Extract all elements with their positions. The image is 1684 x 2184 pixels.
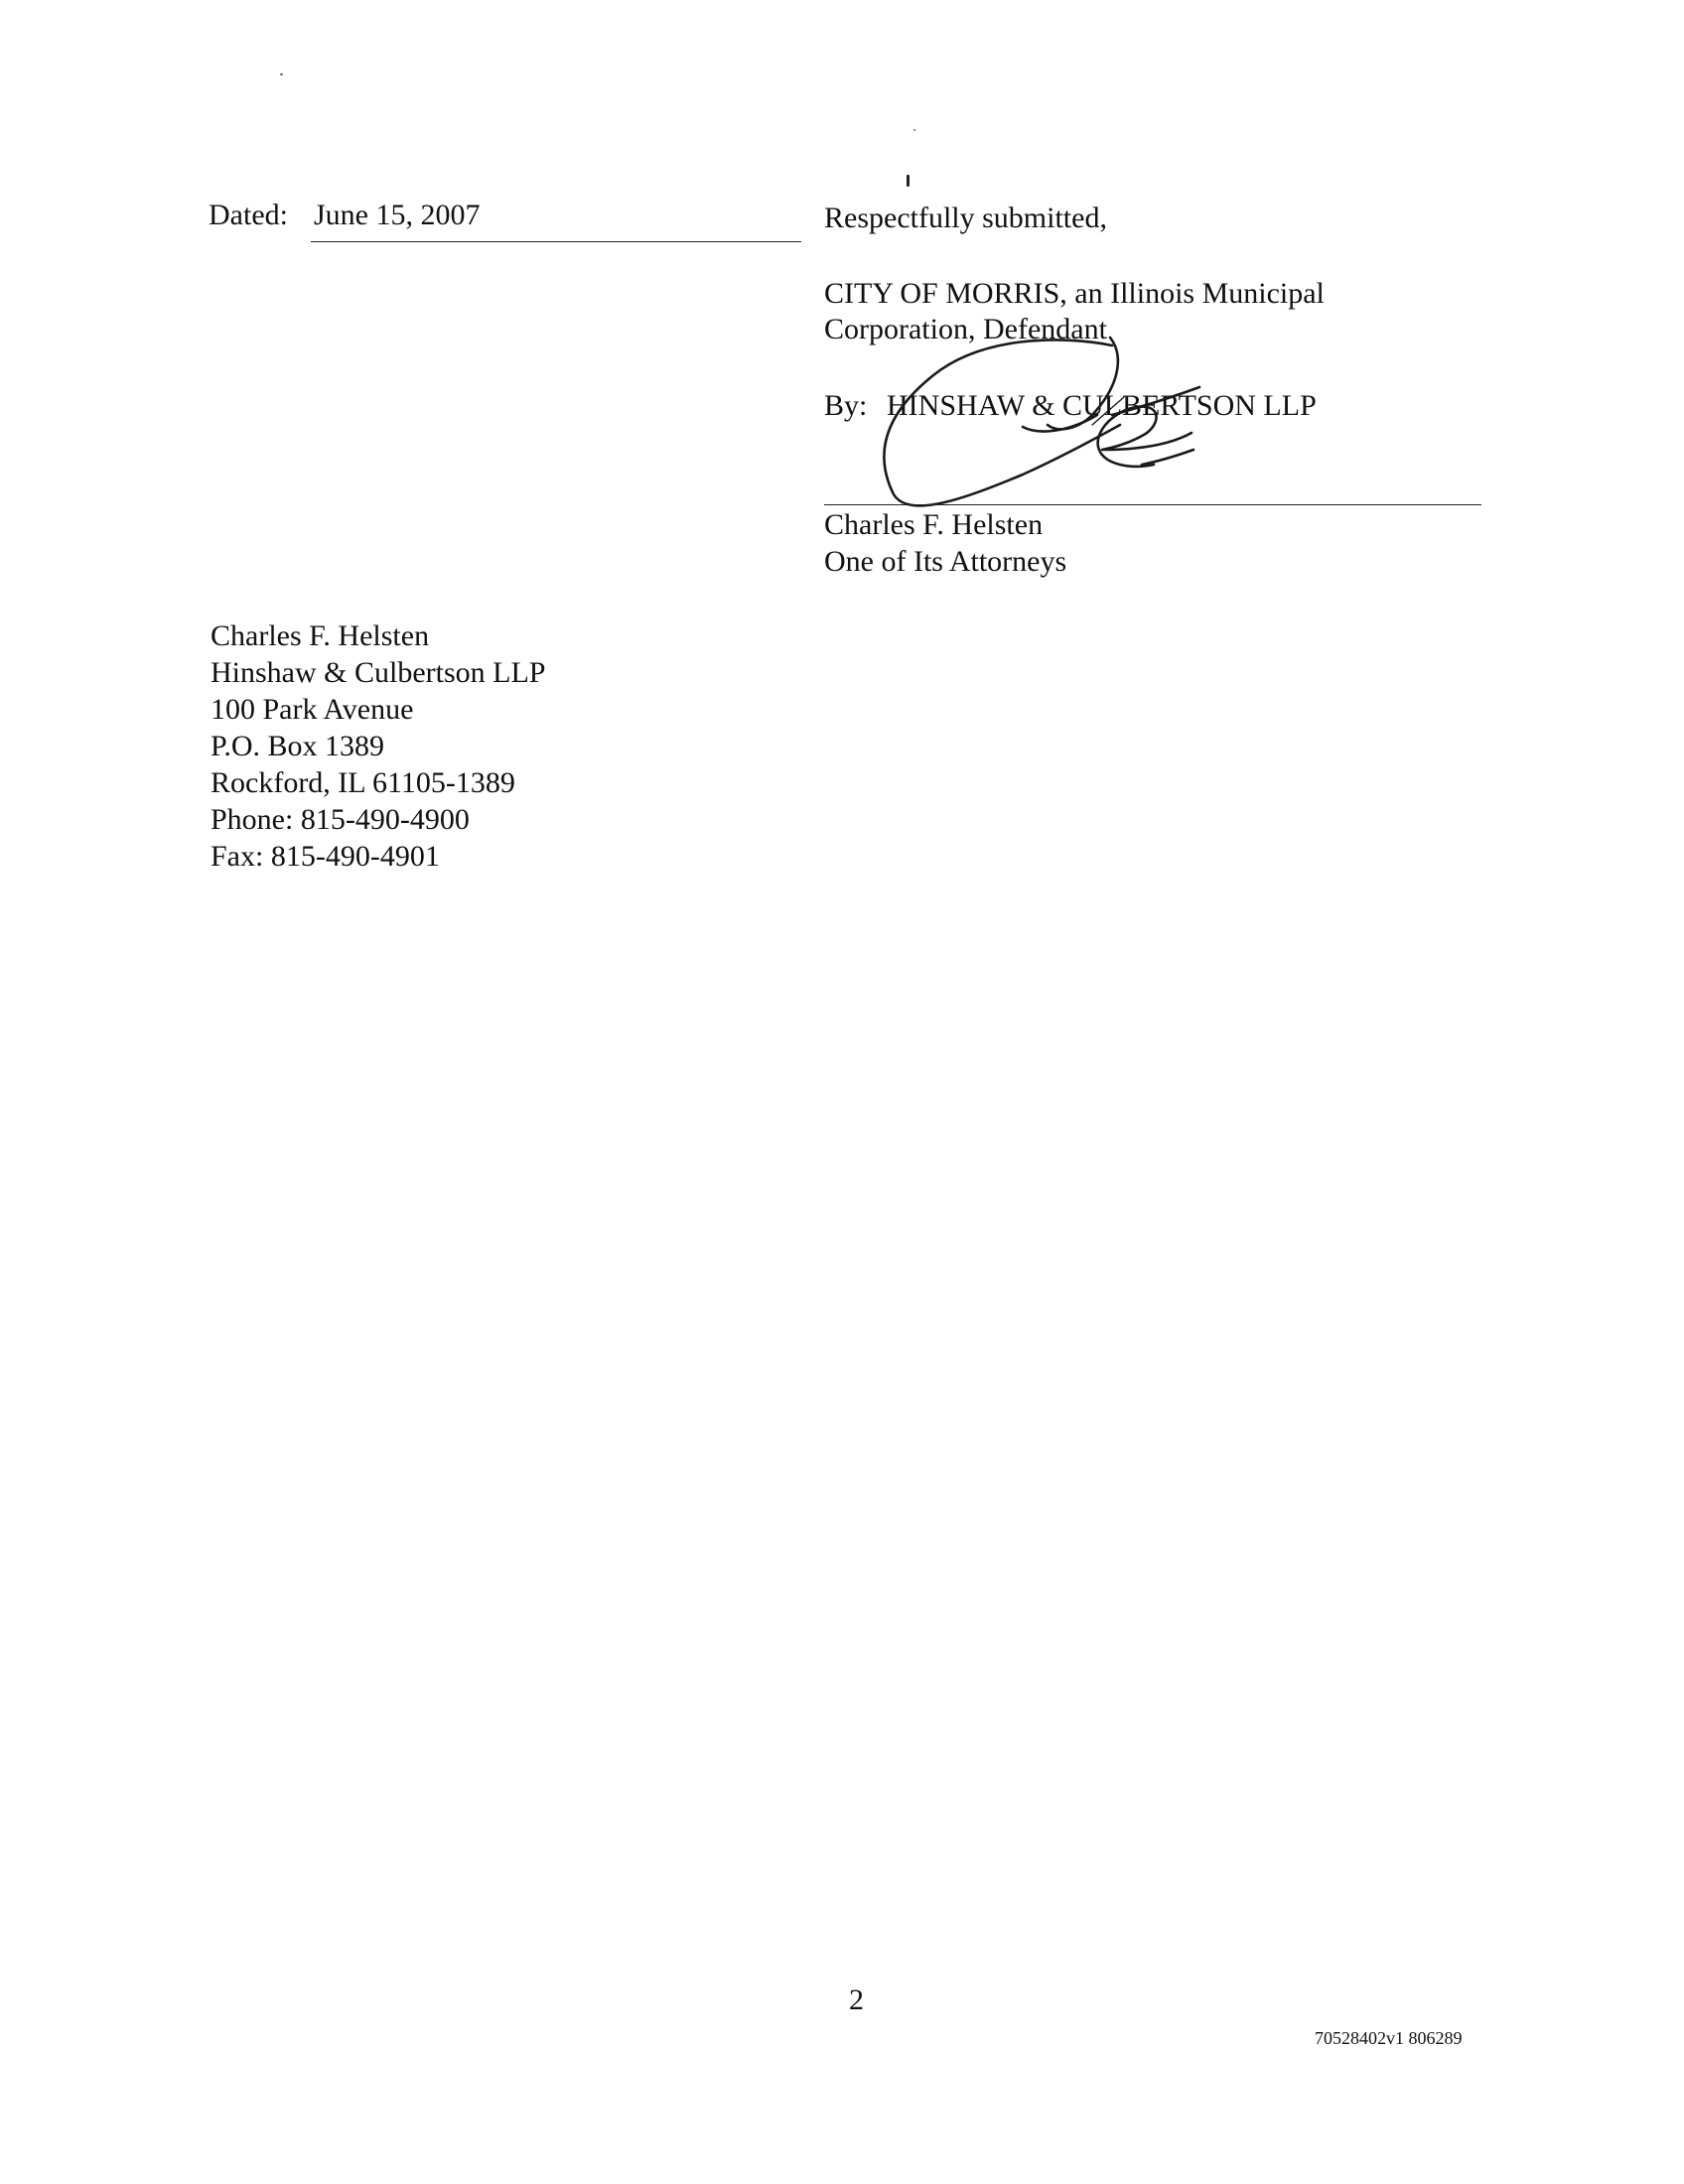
- contact-phone: Phone: 815-490-4900: [210, 803, 470, 836]
- signer-name: Charles F. Helsten: [824, 508, 1044, 541]
- document-id: 70528402v1 806289: [1315, 2028, 1463, 2048]
- party-line-2: Corporation, Defendant: [824, 313, 1107, 345]
- scan-speck: [913, 129, 915, 131]
- contact-fax: Fax: 815-490-4901: [210, 840, 440, 873]
- closing-text: Respectfully submitted,: [824, 202, 1107, 234]
- scan-speck: [280, 73, 283, 75]
- contact-po-box: P.O. Box 1389: [210, 730, 385, 762]
- firm-name: HINSHAW & CULBERTSON LLP: [887, 389, 1317, 422]
- contact-city: Rockford, IL 61105-1389: [210, 766, 515, 799]
- dated-label: Dated:: [209, 199, 288, 231]
- dated-value: June 15, 2007: [314, 199, 481, 231]
- signer-role: One of Its Attorneys: [824, 545, 1067, 578]
- contact-firm: Hinshaw & Culbertson LLP: [210, 656, 546, 689]
- attorney-contact-block: [210, 617, 546, 875]
- party-line-1: CITY OF MORRIS, an Illinois Municipal: [824, 277, 1325, 310]
- handwritten-signature-icon: [864, 316, 1221, 514]
- signature-line: [824, 504, 1481, 505]
- contact-street: 100 Park Avenue: [210, 693, 414, 726]
- page-number: 2: [849, 1983, 864, 2016]
- by-label: By:: [824, 389, 868, 422]
- contact-name: Charles F. Helsten: [210, 619, 430, 652]
- scan-speck: [907, 175, 910, 187]
- dated-underline: [311, 241, 801, 242]
